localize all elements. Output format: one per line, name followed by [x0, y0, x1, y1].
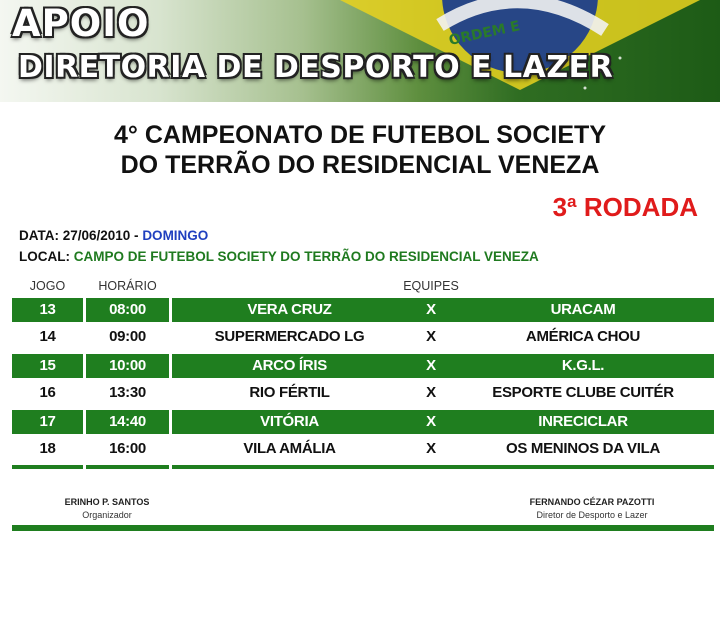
- home-team: RIO FÉRTIL: [249, 384, 330, 401]
- versus-mark: X: [426, 440, 436, 457]
- table-row: [12, 409, 714, 437]
- location-value: CAMPO DE FUTEBOL SOCIETY DO TERRÃO DO RESIDENCIAL VENEZA: [73, 249, 539, 264]
- title-line-1: 4° CAMPEONATO DE FUTEBOL SOCIETY: [114, 121, 606, 149]
- home-team: VILA AMÁLIA: [243, 440, 336, 457]
- game-time: 09:00: [109, 328, 146, 345]
- table-row: [12, 353, 714, 381]
- date-label: DATA: 27/06/2010 -: [19, 228, 143, 243]
- versus-mark: X: [426, 357, 436, 374]
- organizer-role: Organizador: [82, 510, 132, 520]
- versus-mark: X: [426, 301, 436, 318]
- versus-mark: X: [426, 413, 436, 430]
- banner-title: APOIO: [12, 2, 150, 45]
- title-line-2: DO TERRÃO DO RESIDENCIAL VENEZA: [120, 151, 600, 179]
- director-name: FERNANDO CÉZAR PAZOTTI: [529, 497, 655, 507]
- teams-cell: [172, 298, 714, 322]
- home-team: VITÓRIA: [260, 413, 319, 430]
- teams-cell: [172, 410, 714, 434]
- director-role: Diretor de Desporto e Lazer: [536, 510, 648, 520]
- organizer-name: ERINHO P. SANTOS: [64, 497, 150, 507]
- game-number: 15: [12, 354, 83, 378]
- away-team: INRECICLAR: [538, 413, 628, 430]
- signature-director: [492, 497, 692, 520]
- date-weekday: DOMINGO: [142, 228, 209, 243]
- game-time: 10:00: [86, 354, 169, 378]
- header-time: HORÁRIO: [98, 279, 157, 293]
- flag-motto: ORDEM E: [447, 18, 522, 49]
- header-banner: [0, 0, 720, 102]
- table-row: [12, 381, 714, 409]
- table-row: [12, 297, 714, 325]
- championship-title: [0, 120, 720, 180]
- location-line: [19, 249, 539, 264]
- teams-cell: [172, 354, 714, 378]
- game-number: 13: [12, 298, 83, 322]
- away-team: AMÉRICA CHOU: [525, 328, 641, 345]
- versus-mark: X: [426, 328, 436, 345]
- versus-mark: X: [426, 384, 436, 401]
- header-game: JOGO: [29, 279, 66, 293]
- teams-cell: [172, 325, 714, 349]
- game-number: 16: [39, 384, 56, 401]
- away-team: URACAM: [550, 301, 616, 318]
- table-row: [12, 325, 714, 353]
- table-bottom-rule: [86, 465, 169, 469]
- signature-organizer: [7, 497, 207, 520]
- game-time: 14:40: [86, 410, 169, 434]
- footer-rule: [12, 525, 714, 531]
- game-time: 16:00: [109, 440, 146, 457]
- home-team: VERA CRUZ: [247, 301, 332, 318]
- table-bottom-rule: [12, 465, 83, 469]
- header-teams: EQUIPES: [403, 279, 459, 293]
- date-line: [19, 228, 208, 243]
- round-label: 3ª RODADA: [552, 192, 698, 222]
- away-team: K.G.L.: [561, 357, 605, 374]
- away-team: ESPORTE CLUBE CUITÉR: [492, 384, 674, 401]
- home-team: SUPERMERCADO LG: [214, 328, 365, 345]
- teams-cell: [172, 381, 714, 405]
- game-number: 18: [39, 440, 56, 457]
- table-bottom-rule: [172, 465, 714, 469]
- table-row: [12, 437, 714, 465]
- game-time: 08:00: [86, 298, 169, 322]
- schedule-table: [12, 297, 714, 465]
- banner-subtitle: DIRETORIA DE DESPORTO E LAZER: [18, 50, 614, 85]
- away-team: OS MENINOS DA VILA: [505, 440, 661, 457]
- teams-cell: [172, 437, 714, 461]
- location-label: LOCAL:: [19, 249, 74, 264]
- game-time: 13:30: [109, 384, 146, 401]
- game-number: 17: [12, 410, 83, 434]
- home-team: ARCO ÍRIS: [252, 357, 327, 374]
- game-number: 14: [39, 328, 56, 345]
